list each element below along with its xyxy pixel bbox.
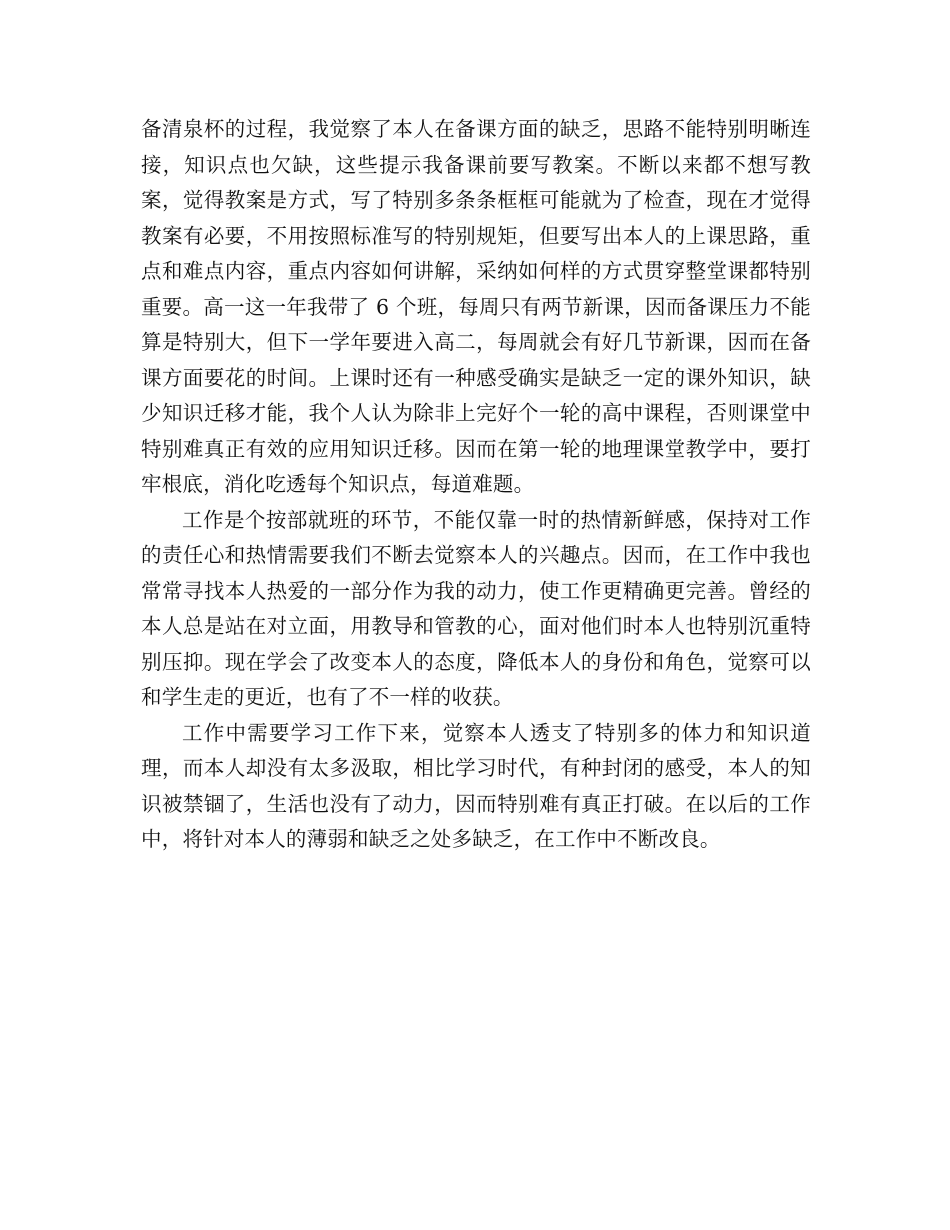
paragraph-3: 工作中需要学习工作下来，觉察本人透支了特别多的体力和知识道理，而本人却没有太多汲取，相比学习时代，有种封闭的感受，本人的知识被禁锢了，生活也没有了动力，因而特别难有真正打破。在以后的工作中，将针对本人的薄弱和缺乏之处多缺乏，在工作中不断改良。: [141, 720, 811, 851]
paragraph-2: 工作是个按部就班的环节，不能仅靠一时的热情新鲜感，保持对工作的责任心和热情需要我们不断去觉察本人的兴趣点。因而，在工作中我也常常寻找本人热爱的一部分作为我的动力，使工作更精确更完善。曾经的本人总是站在对立面，用教导和管教的心，面对他们时本人也特别沉重特别压抑。现在学会了改变本人的态度，降低本人的身份和角色，觉察可以和学生走的更近，也有了不一样的收获。: [141, 507, 811, 709]
paragraph-1: 备清泉杯的过程，我觉察了本人在备课方面的缺乏，思路不能特别明晰连接，知识点也欠缺，这些提示我备课前要写教案。不断以来都不想写教案，觉得教案是方式，写了特别多条条框框可能就为了检查，现在才觉得教案有必要，不用按照标准写的特别规矩，但要写出本人的上课思路，重点和难点内容，重点内容如何讲解，采纳如何样的方式贯穿整堂课都特别重要。高一这一年我带了 6 个班，每周只有两节新课，因而备课压力不能算是特别大，但下一学年要进入高二，每周就会有好几节新课，因而在备课方面要花的时间。上课时还有一种感受确实是缺乏一定的课外知识，缺少知识迁移才能，我个人认为除非上完好个一轮的高中课程，否则课堂中特别难真正有效的应用知识迁移。因而在第一轮的地理课堂教学中，要打牢根底，消化吃透每个知识点，每道难题。: [141, 117, 811, 496]
document-body: [141, 112, 811, 858]
